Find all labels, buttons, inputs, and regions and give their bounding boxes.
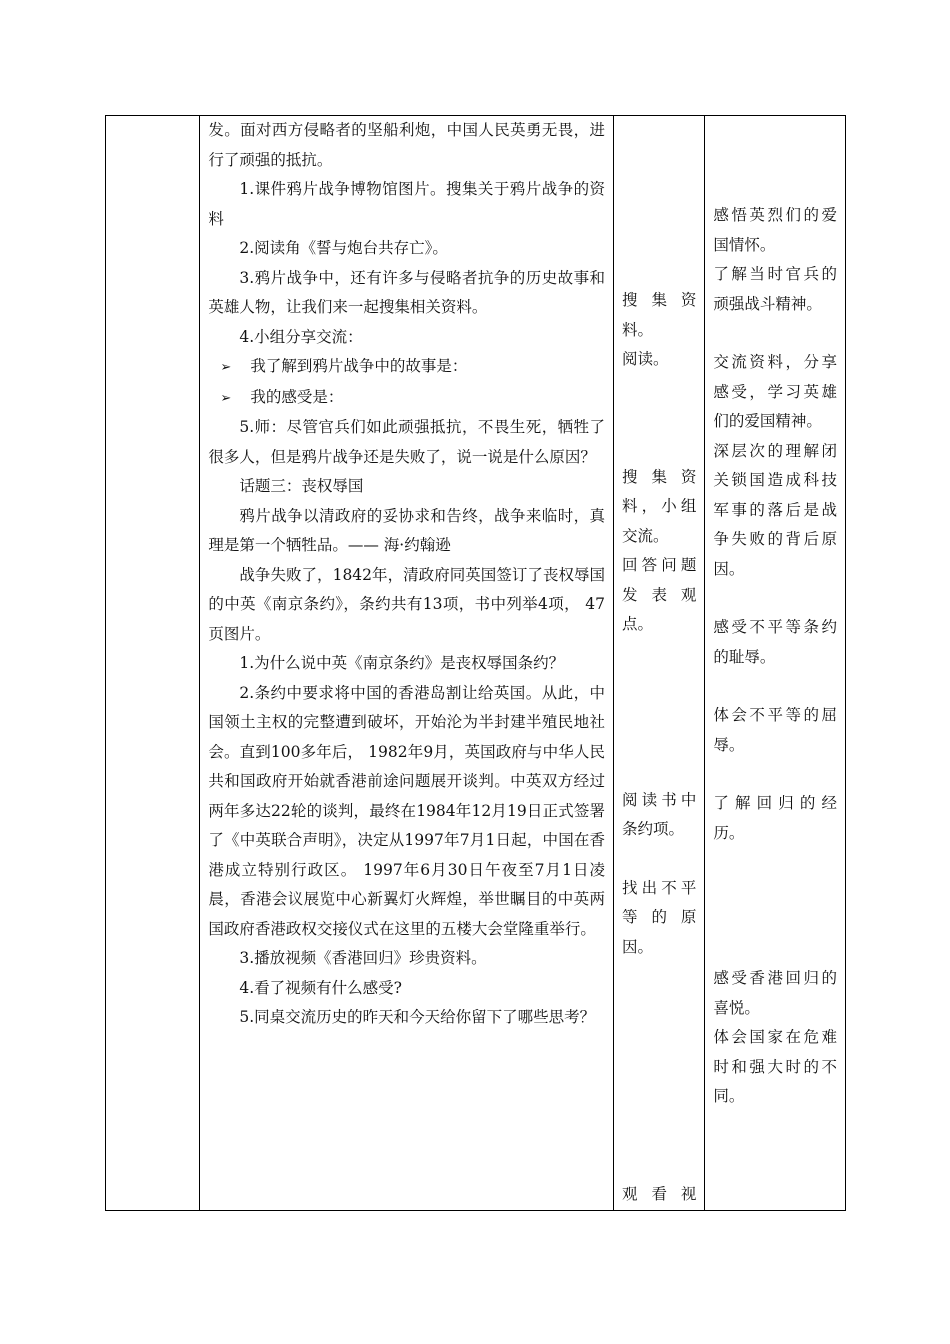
paragraph: 发。面对西方侵略者的坚船利炮，中国人民英勇无畏，进行了顽强的抵抗。 (208, 121, 606, 169)
activity-line: 料，小组 (622, 497, 697, 515)
paragraph: 4.小组分享交流： (239, 327, 363, 346)
intent-line: 历。 (713, 823, 745, 842)
list-item (208, 383, 605, 414)
intent-line: 了解当时官兵的 (713, 265, 837, 283)
bullet-arrow-icon: ➢ (220, 390, 232, 406)
intent-line: 国情怀。 (713, 235, 776, 254)
activity-line: 条约项。 (622, 820, 685, 838)
lesson-plan-table (105, 115, 846, 1211)
activity-line: 发表观 (622, 585, 697, 604)
intent-line: 的耻辱。 (713, 647, 776, 666)
activity-line: 交流。 (622, 526, 669, 545)
quote-paragraph: 鸦片战争以清政府的妥协求和告终，战争来临时，真理是第一个牺牲品。—— 海·约翰逊 (208, 506, 606, 554)
activity-line: 搜集资 (622, 291, 697, 309)
student-activity-cell (614, 116, 705, 1211)
paragraph: 4.看了视频有什么感受? (239, 978, 402, 997)
paragraph: 5.同桌交流历史的昨天和今天给你留下了哪些思考？ (239, 1008, 596, 1026)
list-item (208, 352, 605, 383)
bullet-arrow-icon: ➢ (220, 360, 232, 375)
intent-line: 喜悦。 (713, 998, 760, 1017)
intent-line: 体会不平等的屈 (713, 706, 837, 724)
activity-line: 找出不平 (622, 878, 697, 897)
intent-line: 军事的落后是战 (713, 500, 837, 519)
intent-line: 同。 (713, 1087, 745, 1105)
paragraph: 2.阅读角《誓与炮台共存亡》。 (239, 239, 448, 257)
table-row (106, 116, 846, 1211)
intent-line: 因。 (713, 559, 745, 578)
paragraph: 3.鸦片战争中，还有许多与侵略者抗争的历史故事和英雄人物，让我们来一起搜集相关资料。 (208, 268, 606, 316)
paragraph: 战争失败了，1842年，清政府同英国签订了丧权辱国的中英《南京条约》，条约共有13项，书中列举4项， 47页图片。 (208, 565, 606, 643)
activity-line: 观看视 (622, 1185, 697, 1203)
list-item-text: 我了解到鸦片战争中的故事是： (250, 357, 468, 375)
intent-line: 辱。 (713, 735, 745, 754)
paragraph: 2.条约中要求将中国的香港岛割让给英国。从此，中国领土主权的完整遭到破坏，开始沦为半封建半殖民地社会。直到100多年后， 1982年9月，英国政府与中华人民共和国政府开始就香港前途问题展开谈判。中英双方经过两年多达22轮的谈判，最终在1984年12月19日正式签署了《中英联合声明》，决定从1997年7月1日起，中国在香港成立特别行政区。 1997年6月30日午夜至7月1日凌晨，香港会议展览中心新翼灯火辉煌，举世瞩目的中英两国政府香港政权交接仪式在这里的五楼大会堂隆重举行。 (208, 683, 606, 938)
intent-line: 们的爱国精神。 (713, 412, 822, 430)
topic-heading: 话题三：丧权辱国 (239, 477, 364, 495)
activity-line: 搜集资 (622, 467, 697, 486)
intent-line: 时和强大时的不 (713, 1057, 837, 1076)
activity-line: 点。 (622, 615, 654, 633)
intent-line: 体会国家在危难 (713, 1028, 837, 1046)
list-item-text: 我的感受是： (250, 387, 344, 406)
activity-line: 料。 (622, 320, 654, 339)
intent-line: 了解回归的经 (713, 794, 837, 812)
intent-line: 争失败的背后原 (713, 530, 837, 548)
intent-line: 深层次的理解闭 (713, 441, 837, 460)
intent-line: 感悟英烈们的爱 (713, 206, 837, 224)
activity-line: 回答问题 (622, 556, 697, 574)
paragraph: 5.师：尽管官兵们如此顽强抵抗，不畏生死，牺牲了很多人，但是鸦片战争还是失败了，说一说是什么原因？ (208, 418, 606, 466)
intent-line: 感受不平等条约 (713, 618, 837, 636)
teaching-process-cell (200, 116, 614, 1211)
paragraph: 1.课件鸦片战争博物馆图片。搜集关于鸦片战争的资料 (208, 180, 606, 228)
intent-line: 关锁国造成科技 (713, 471, 837, 489)
activity-line: 因。 (622, 937, 654, 956)
intent-line: 顽强战斗精神。 (713, 294, 822, 313)
activity-line: 等的原 (622, 908, 697, 926)
intent-line: 感受香港回归的 (713, 969, 837, 987)
design-intent-cell (705, 116, 846, 1211)
paragraph: 1.为什么说中英《南京条约》是丧权辱国条约？ (239, 654, 565, 672)
empty-stage-cell (106, 116, 200, 1211)
paragraph: 3.播放视频《香港回归》珍贵资料。 (239, 949, 487, 967)
activity-line: 阅读书中 (622, 790, 697, 809)
activity-line: 阅读。 (622, 350, 669, 368)
intent-line: 感受，学习英雄 (713, 382, 837, 401)
intent-line: 交流资料，分享 (713, 353, 837, 371)
